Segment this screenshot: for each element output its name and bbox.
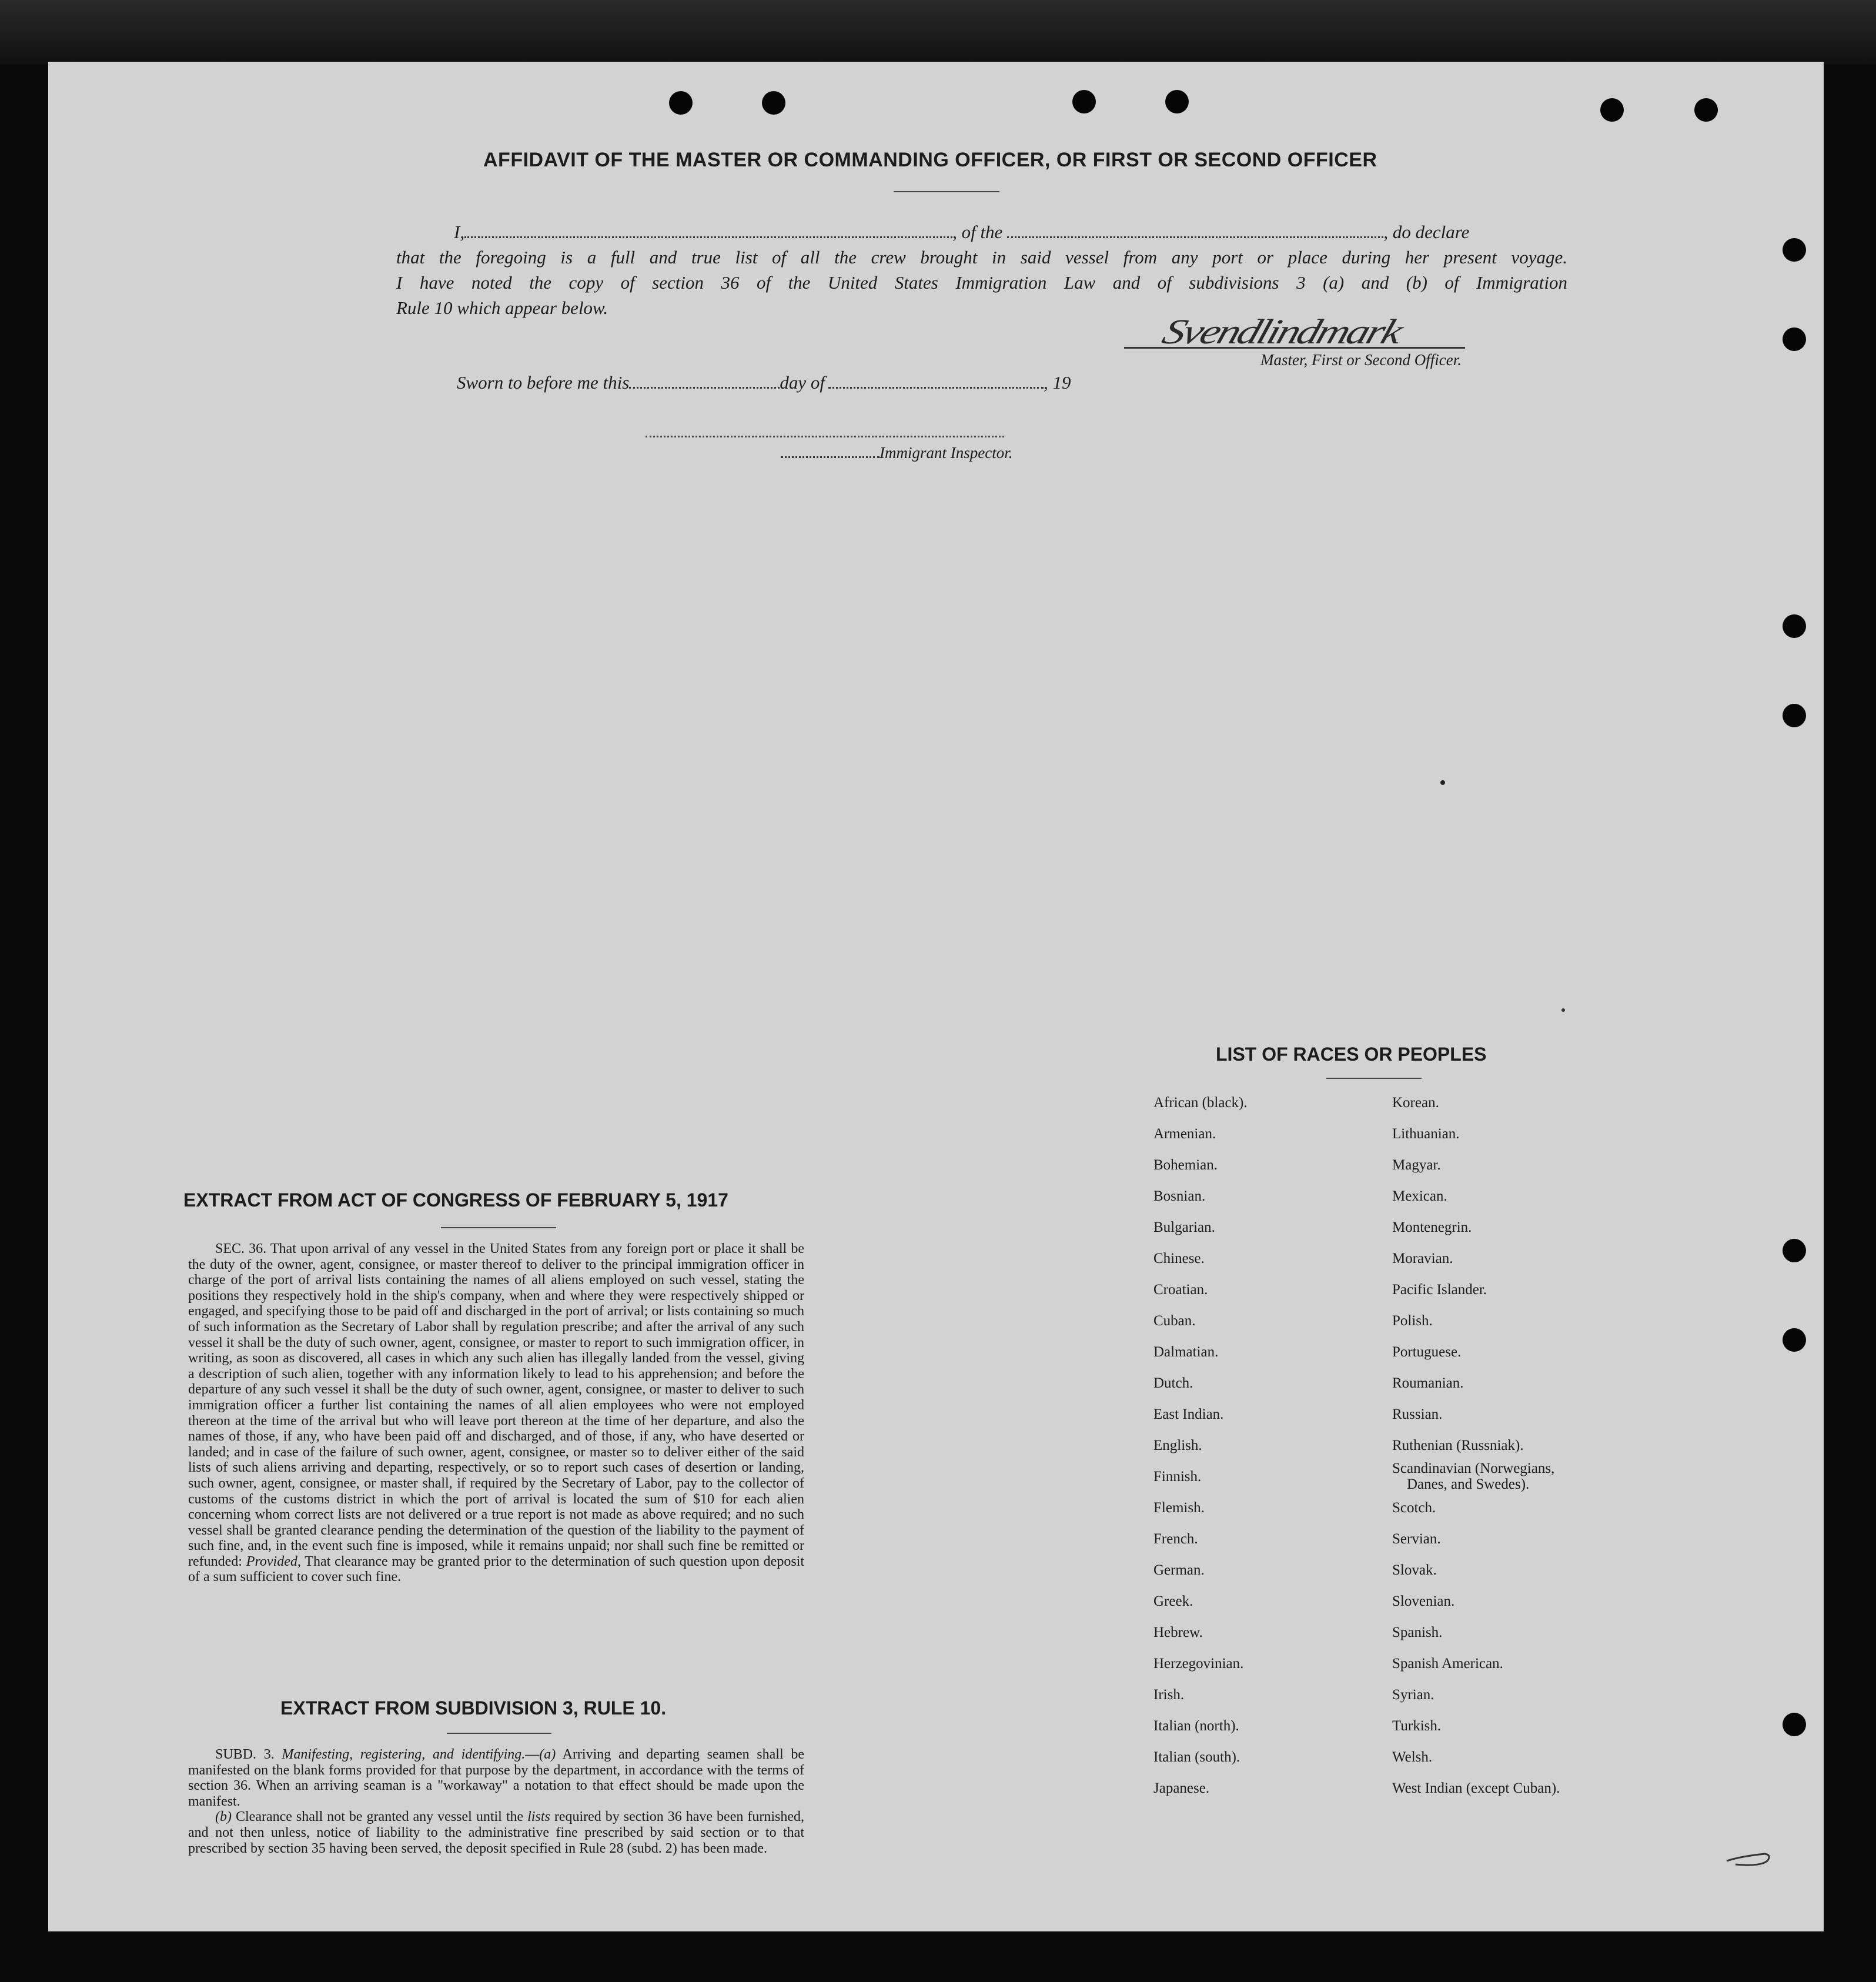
declaration-line-1: I, , of the , do declare: [454, 222, 1470, 242]
race-item: Turkish.: [1392, 1718, 1442, 1734]
race-item: Japanese.: [1153, 1780, 1210, 1796]
subdivision-a: SUBD. 3. Manifesting, registering, and identifying.—(a) Arriving and departing seamen shall be manifested on the blank forms provided for that purpose by the department, in accordance with the terms of section 36. When an arriving seaman is a "workaway" a notation to that effect should be made upon the manifest.: [188, 1747, 804, 1809]
inspector-signature-line: [646, 436, 1004, 437]
races-column-2: [1392, 1087, 1560, 1804]
affidavit-title: AFFIDAVIT OF THE MASTER OR COMMANDING OFFICER, OR FIRST OR SECOND OFFICER: [483, 149, 1377, 171]
race-item: Spanish.: [1392, 1625, 1443, 1640]
punch-hole: [1783, 614, 1806, 638]
inspector-caption: Immigrant Inspector.: [781, 444, 1012, 462]
race-item: West Indian (except Cuban).: [1392, 1780, 1560, 1796]
inspector-blank: [781, 456, 880, 458]
race-item: Welsh.: [1392, 1749, 1433, 1765]
race-item: Bohemian.: [1153, 1157, 1218, 1173]
race-item: Servian.: [1392, 1531, 1441, 1547]
race-item: Italian (north).: [1153, 1718, 1239, 1734]
race-item: Irish.: [1153, 1687, 1185, 1703]
vessel-blank: [1007, 236, 1383, 238]
race-item: Chinese.: [1153, 1251, 1205, 1266]
day-blank: [629, 387, 780, 389]
race-item: Herzegovinian.: [1153, 1656, 1244, 1672]
race-item: Russian.: [1392, 1406, 1443, 1422]
race-item: Lithuanian.: [1392, 1126, 1460, 1142]
race-item: Dutch.: [1153, 1375, 1193, 1391]
punch-hole: [1600, 98, 1624, 122]
race-item: Croatian.: [1153, 1282, 1208, 1298]
punch-hole: [1783, 704, 1806, 727]
race-item: Magyar.: [1392, 1157, 1441, 1173]
declaration-line-3: I have noted the copy of section 36 of the United States Immigration Law and of subdivisions 3 (a) and (b) of Immigration: [396, 272, 1567, 293]
punch-hole: [1783, 1713, 1806, 1736]
race-item: English.: [1153, 1438, 1202, 1453]
races-column-1: [1153, 1087, 1248, 1804]
race-item: Scotch.: [1392, 1500, 1436, 1516]
race-item: Pacific Islander.: [1392, 1282, 1487, 1298]
punch-hole: [1165, 90, 1189, 113]
race-item: Moravian.: [1392, 1251, 1453, 1266]
document-page: [48, 62, 1824, 1931]
punch-hole: [1694, 98, 1718, 122]
punch-hole: [1783, 1328, 1806, 1352]
rule-extract-rule: [447, 1733, 551, 1734]
race-item: Slovak.: [1392, 1562, 1437, 1578]
punch-hole: [669, 91, 693, 115]
race-item: Scandinavian (Norwegians, Danes, and Swedes).: [1392, 1460, 1555, 1492]
race-item: Mexican.: [1392, 1188, 1447, 1204]
scan-top-strip: [0, 0, 1876, 65]
races-title-rule: [1326, 1078, 1422, 1079]
race-item: Bosnian.: [1153, 1188, 1206, 1204]
race-item: Finnish.: [1153, 1469, 1202, 1485]
race-item: African (black).: [1153, 1095, 1248, 1111]
race-item: Polish.: [1392, 1313, 1433, 1329]
race-item: Syrian.: [1392, 1687, 1434, 1703]
race-item: Ruthenian (Russniak).: [1392, 1438, 1524, 1453]
race-item: Portuguese.: [1392, 1344, 1462, 1360]
affidavit-declaration: [396, 219, 1567, 320]
master-signature: Svendlindmark: [1158, 312, 1407, 351]
act-extract-rule: [441, 1227, 556, 1228]
race-item: Roumanian.: [1392, 1375, 1464, 1391]
ink-speck: [1561, 1008, 1565, 1012]
race-item: Korean.: [1392, 1095, 1439, 1111]
race-item: Armenian.: [1153, 1126, 1216, 1142]
race-item: French.: [1153, 1531, 1198, 1547]
punch-hole: [1783, 327, 1806, 351]
race-item: Bulgarian.: [1153, 1219, 1215, 1235]
act-extract-title: EXTRACT FROM ACT OF CONGRESS OF FEBRUARY 5, 1917: [183, 1189, 728, 1211]
signature-line: [1124, 347, 1465, 349]
race-item: East Indian.: [1153, 1406, 1224, 1422]
race-item: Montenegrin.: [1392, 1219, 1472, 1235]
race-item: Greek.: [1153, 1593, 1193, 1609]
section-36-text: SEC. 36. That upon arrival of any vessel in the United States from any foreign port or place it shall be the duty of the owner, agent, consignee, or master thereof to deliver to the principal immigration officer in charge of the port of arrival lists containing the names of all aliens employed on such vessel, stating the positions they respectively hold in the ship's company, when and where they were respectively shipped or engaged, and specifying those to be paid off and discharged in the port of arrival; or lists containing so much of such information as the Secretary of Labor shall by regulation prescribe; and after the arrival of any such vessel it shall be the duty of such owner, agent, consignee, or master to report to such immigration officer, in writing, as soon as discovered, all cases in which any such alien has illegally landed from the vessel, giving a description of such alien, together with any information likely to lead to his apprehension; and before the departure of any such vessel it shall be the duty of such owner, agent, consignee, or master to deliver to such immigration officer a further list containing the names of all alien employees who were not employed thereon at the time of the arrival but who will leave port thereon at the time of her departure, and also the names of those, if any, who have been paid off and discharged, and of those, if any, who have deserted or landed; and in case of the failure of such owner, agent, consignee, or master so to deliver either of the said lists of such aliens arriving and departing, respectively, or so to report such cases of desertion or landing, such owner, agent, consignee, or master shall, if required by the Secretary of Labor, pay to the collector of customs of the customs district in which the port of arrival is located the sum of $10 for each alien concerning whom correct lists are not delivered or a true report is not made as above required; and no such vessel shall be granted clearance pending the determination of the question of the liability to the payment of such fine, and, in the event such fine is imposed, while it remains unpaid; nor shall such fine be remitted or refunded: Provided, That clearance may be granted prior to the determination of such question upon deposit of a sum sufficient to cover such fine.: [188, 1241, 805, 1585]
ink-speck: [1440, 780, 1445, 785]
subdivision-b: (b) Clearance shall not be granted any vessel until the lists required by section 36 have been furnished, and not then unless, notice of liability to the administrative fine prescribed by said section or to that prescribed by section 35 having been served, the deposit specified in Rule 28 (subd. 2) has been made.: [188, 1809, 805, 1856]
race-item: Slovenian.: [1392, 1593, 1455, 1609]
race-item: Spanish American.: [1392, 1656, 1503, 1672]
race-item: German.: [1153, 1562, 1205, 1578]
signature-caption: Master, First or Second Officer.: [1260, 351, 1462, 369]
declaration-line-2: that the foregoing is a full and true list of all the crew brought in said vessel from any port or place during her present voyage.: [396, 247, 1567, 268]
race-item: Dalmatian.: [1153, 1344, 1219, 1360]
races-title: LIST OF RACES OR PEOPLES: [1216, 1044, 1487, 1065]
declaration-line-4: Rule 10 which appear below.: [396, 298, 608, 318]
rule-extract-title: EXTRACT FROM SUBDIVISION 3, RULE 10.: [280, 1697, 667, 1719]
race-item: Flemish.: [1153, 1500, 1205, 1516]
race-item: Italian (south).: [1153, 1749, 1240, 1765]
name-blank: [464, 236, 952, 238]
punch-hole: [1072, 90, 1096, 113]
race-item: Cuban.: [1153, 1313, 1196, 1329]
punch-hole: [1783, 1239, 1806, 1262]
affidavit-title-rule: [894, 191, 999, 192]
sworn-line: Sworn to before me this day of , 19: [457, 372, 1071, 393]
punch-hole: [1783, 238, 1806, 262]
pencil-mark: [1724, 1843, 1777, 1879]
month-blank: [828, 387, 1044, 389]
punch-hole: [762, 91, 785, 115]
subdivision-3-text: [188, 1747, 804, 1856]
race-item: Hebrew.: [1153, 1625, 1203, 1640]
